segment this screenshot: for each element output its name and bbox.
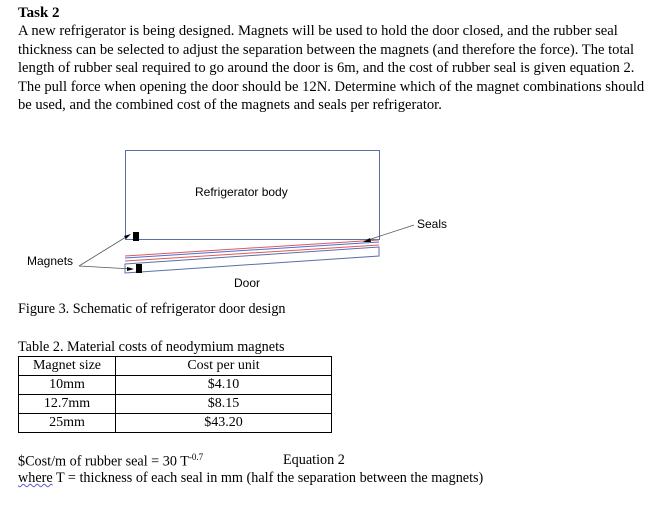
task-paragraph: A new refrigerator is being designed. Magnets will be used to hold the door closed, and the rubber seal thickness can be selected to adjust the separation between the magnets (and therefore the force). The total length of rubber seal required to go around the door is 6m, and the cost of rubber seal is given equation 2. The pull force when opening the door should be 12N. Determine which of the magnet combinations should be used, and the combined cost of the magnets and seals per refrigerator. bbox=[18, 23, 645, 114]
magnets-arrowhead bbox=[127, 267, 134, 271]
figure-caption: Figure 3. Schematic of refrigerator door design bbox=[18, 301, 286, 317]
where-word: where bbox=[18, 470, 53, 486]
magnets-label: Magnets bbox=[27, 254, 74, 268]
equation bbox=[18, 452, 203, 471]
seals-label: Seals bbox=[417, 217, 448, 231]
column-header: Magnet size bbox=[19, 357, 116, 376]
refrigerator-body-label: Refrigerator body bbox=[195, 185, 288, 199]
seals-leader-line bbox=[368, 225, 414, 240]
door-label: Door bbox=[234, 276, 261, 290]
table-row bbox=[19, 414, 332, 433]
equation-exponent: -0.7 bbox=[188, 452, 204, 462]
magnet-body bbox=[133, 232, 139, 241]
where-text: T = thickness of each seal in mm (half the separation between the magnets) bbox=[52, 470, 484, 486]
task-title: Task 2 bbox=[18, 5, 60, 21]
table-cell: 12.7mm bbox=[19, 395, 116, 414]
table-header-row bbox=[19, 357, 332, 376]
table-cell: $8.15 bbox=[116, 395, 332, 414]
table-cell: $43.20 bbox=[116, 414, 332, 433]
table-caption: Table 2. Material costs of neodymium magnets bbox=[18, 339, 285, 355]
magnets-leader-line bbox=[79, 237, 126, 266]
table-row bbox=[19, 376, 332, 395]
table-cell: $4.10 bbox=[116, 376, 332, 395]
magnet-door bbox=[136, 264, 142, 273]
seal-line bbox=[125, 240, 379, 256]
magnets-leader-line bbox=[79, 266, 132, 269]
magnet-cost-table bbox=[18, 356, 332, 433]
table-row bbox=[19, 395, 332, 414]
table-cell: 25mm bbox=[19, 414, 116, 433]
table-cell: 10mm bbox=[19, 376, 116, 395]
equation-lhs: $Cost/m of rubber seal = 30 T bbox=[18, 453, 189, 470]
where-definition bbox=[18, 470, 483, 487]
door-outline bbox=[125, 247, 379, 273]
equation-label: Equation 2 bbox=[283, 452, 345, 468]
column-header: Cost per unit bbox=[116, 357, 332, 376]
